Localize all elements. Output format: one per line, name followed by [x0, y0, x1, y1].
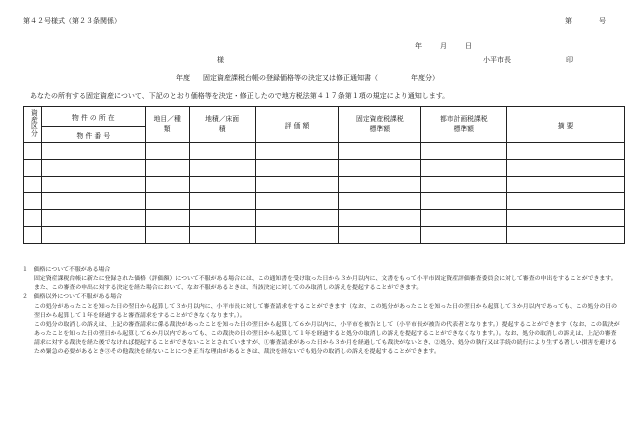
table-cell — [145, 176, 189, 193]
table-cell — [339, 143, 421, 160]
table-cell — [24, 226, 42, 243]
table-cell — [255, 159, 339, 176]
table-cell — [189, 176, 255, 193]
table-cell — [421, 193, 507, 210]
table-cell — [507, 143, 625, 160]
table-cell — [255, 176, 339, 193]
table-cell — [145, 193, 189, 210]
table-cell — [41, 176, 145, 193]
header-property-no: 物 件 番 号 — [41, 127, 145, 143]
table-cell — [421, 143, 507, 160]
table-cell — [24, 210, 42, 227]
asset-table — [23, 106, 625, 244]
header-valuation: 評 価 額 — [255, 107, 339, 143]
header-city-tax-base: 都市計画税課税標準額 — [421, 107, 507, 143]
header-fixed-tax-base: 固定資産税課税標準額 — [339, 107, 421, 143]
table-cell — [189, 159, 255, 176]
table-cell — [339, 210, 421, 227]
table-cell — [24, 176, 42, 193]
table-row — [24, 226, 625, 243]
table-cell — [189, 210, 255, 227]
table-cell — [24, 193, 42, 210]
header-land-category: 地目／種類 — [145, 107, 189, 143]
recipient-suffix: 様 — [217, 56, 224, 64]
intro-text: あなたの所有する固定資産について、下記のとおり価格等を決定・修正したので地方税法第４１７条第１項の規定により通知します。 — [30, 92, 450, 100]
table-row — [24, 176, 625, 193]
table-cell — [255, 210, 339, 227]
note1-para1: 固定資産課税台帳に新たに登録された価格（評価額）について不服がある場合には、この通知書を受け取った日から３か月以内に、文書をもって小平市固定資産評価審査委員会に対して審査の申出をすることができます。 — [34, 276, 617, 283]
table-cell — [41, 143, 145, 160]
table-cell — [24, 159, 42, 176]
table-cell — [421, 210, 507, 227]
header-remarks: 摘 要 — [507, 107, 625, 143]
note1-para2: また、この審査の申出に対する決定を経た場合において、なお不服があるときは、当該決定に対してのみ取消しの訴えを提起することができます。 — [34, 285, 423, 292]
table-cell — [339, 176, 421, 193]
table-cell — [255, 143, 339, 160]
header-asset-class: 資産区分 — [24, 107, 42, 143]
date-year: 年 — [415, 42, 422, 50]
table-cell — [189, 143, 255, 160]
table-cell — [339, 159, 421, 176]
table-cell — [41, 226, 145, 243]
table-cell — [421, 176, 507, 193]
title-fiscal-year: 年度 — [176, 74, 190, 82]
table-cell — [41, 210, 145, 227]
table-cell — [24, 143, 42, 160]
table-cell — [255, 193, 339, 210]
table-cell — [255, 226, 339, 243]
table-cell — [507, 176, 625, 193]
table-cell — [145, 210, 189, 227]
table-cell — [507, 193, 625, 210]
table-cell — [421, 159, 507, 176]
table-cell — [507, 210, 625, 227]
seal-mark: 印 — [566, 56, 573, 64]
date-month: 月 — [440, 42, 447, 50]
table-cell — [507, 159, 625, 176]
title-year-suffix: 年度分） — [411, 74, 439, 82]
table-cell — [421, 226, 507, 243]
header-area: 地積／床面積 — [189, 107, 255, 143]
table-row — [24, 159, 625, 176]
doc-number-label: 第 — [565, 17, 572, 25]
table-cell — [189, 226, 255, 243]
notes-section — [22, 266, 622, 357]
table-row — [24, 193, 625, 210]
table-cell — [339, 226, 421, 243]
table-cell — [145, 143, 189, 160]
date-day: 日 — [465, 42, 472, 50]
table-cell — [145, 159, 189, 176]
table-cell — [507, 226, 625, 243]
table-cell — [189, 193, 255, 210]
table-cell — [41, 159, 145, 176]
form-number: 第４２号様式（第２３条関係） — [23, 17, 121, 25]
table-row — [24, 210, 625, 227]
note2-title: ２ 価格以外について不服がある場合 — [22, 294, 123, 301]
table-cell — [41, 193, 145, 210]
note1-title: １ 価格について不服がある場合 — [22, 267, 111, 273]
issuer-name: 小平市長 — [483, 56, 511, 64]
document-title: 固定資産課税台帳の登録価格等の決定又は修正通知書（ — [203, 74, 378, 82]
doc-number-suffix: 号 — [599, 17, 606, 25]
note2-para1: この処分があったことを知った日の翌日から起算して３か月以内に、小平市長に対して審査請求をすることができます（なお、この処分があったことを知った日の翌日から起算して３か月以内であっても、この処分の日の翌日から起算して１年を経過すると審査請求をすることができなくなります。）。 — [34, 303, 617, 319]
table-cell — [145, 226, 189, 243]
table-row — [24, 143, 625, 160]
note2-para2: この処分の取消しの訴えは、上記の審査請求に係る裁決があったことを知った日の翌日から起算して６か月以内に、小平市を被告として（小平市長が被告の代表者となります。）提起することができます（なお、この裁決があったことを知った日の翌日から起算して６か月以内であっても、この裁決の日の翌日から起算して１年を経過すると処分の取消しの訴えを提起することができなくなります。）。なお、処分の取消しの訴えは、上記の審査請求に対する裁決を経た後でなければ提起することができないこととされていますが、①審査請求があった日から３か月を経過しても裁決がないとき、②処分、処分の執行又は手続の続行により生ずる著しい損害を避けるため緊急の必要があるとき③その他裁決を経ないことにつき正当な理由があるときは、裁決を経ないでも処分の取消しの訴えを提起することができます。 — [34, 321, 620, 356]
table-cell — [339, 193, 421, 210]
header-location: 物 件 の 所 在 — [41, 107, 145, 127]
